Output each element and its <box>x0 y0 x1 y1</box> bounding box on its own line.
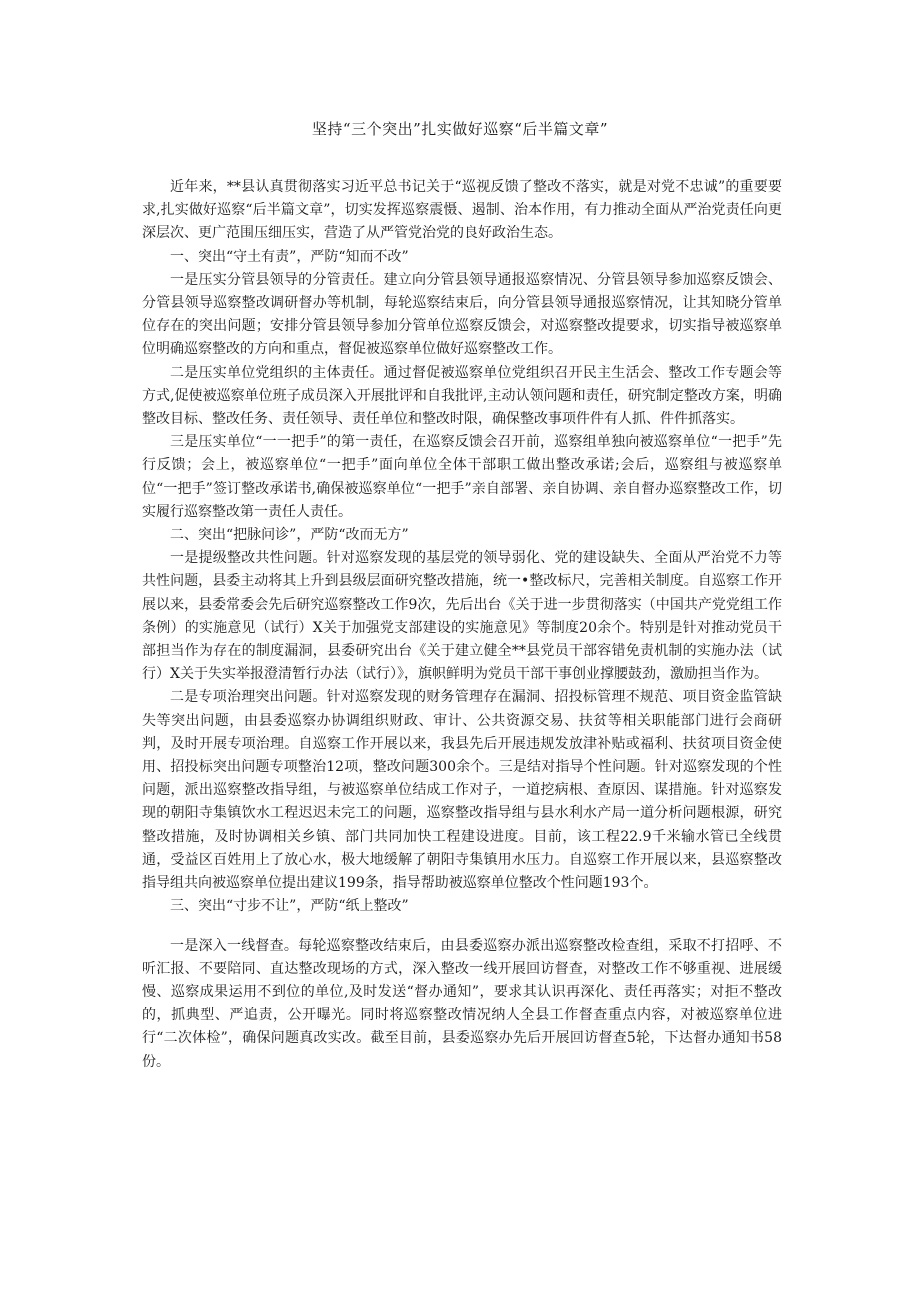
paragraph: 一是深入一线督查。每轮巡察整改结束后，由县委巡察办派出巡察整改检查组，采取不打招呼、不听汇报、不要陪同、直达整改现场的方式，深入整改一线开展回访督查，对整改工作不够重视、进展缓慢、巡察成果运用不到位的单位,及时发送“督办通知”，要求其认识再深化、责任再落实；对拒不整改的，抓典型、严追责，公开曝光。同时将巡察整改情况纳人全县工作督查重点内容，对被巡察单位进行“二次体检”，确保问题真改实改。截至目前，县委巡察办先后开展回访督查5轮，下达督办通知书58份。 <box>142 937 782 1070</box>
paragraph: 一是提级整改共性问题。针对巡察发现的基层党的领导弱化、党的建设缺失、全面从严治党不力等共性问题，县委主动将其上升到县级层面研究整改措施，统一•整改标尺，完善相关制度。自巡察工作开展以来，县委常委会先后研究巡察整改工作9次，先后出台《关于进一步贯彻落实（中国共产党党组工作条例）的实施意见（试行）X关于加强党支部建设的实施意见》等制度20余个。特别是针对推动党员干部担当作为存在的制度漏洞，县委研究出台《关于建立健全**县党员干部容错免责机制的实施办法（试行）X关于失实举报澄清暂行办法（试行）》，旗帜鲜明为党员干部干事创业撑腰鼓劲，激励担当作为。 <box>142 550 782 683</box>
section-heading-2: 二、突出“把脉问诊”，严防“改而无方” <box>170 527 409 544</box>
section-heading-3: 三、突出“寸步不让”，严防“纸上整改” <box>170 898 409 915</box>
paragraph: 三是压实单位“一一把手”的第一责任，在巡察反馈会召开前，巡察组单独向被巡察单位“一把手”先行反馈；会上，被巡察单位“一把手”面向单位全体干部职工做出整改承诺;会后，巡察组与被巡察单位“一把手”签订整改承诺书,确保被巡察单位“一把手”亲自部署、亲自协调、亲自督办巡察整改工作，切实履行巡察整改第一责任人责任。 <box>142 434 782 520</box>
document-body <box>142 176 782 1074</box>
document-title: 坚持“三个突出”扎实做好巡察“后半篇文章” <box>311 120 609 138</box>
intro-paragraph: 近年来，**县认真贯彻落实习近平总书记关于“巡视反馈了整改不落实，就是对党不忠诚”的重要要求,扎实做好巡察“后半篇文章”，切实发挥巡察震慑、遏制、治本作用，有力推动全面从严治党责任向更深层次、更广范围压细压实，营造了从严管党治党的良好政治生态。 <box>142 179 782 242</box>
section-heading-1: 一、突出“守土有责”，严防“知而不改” <box>170 248 409 265</box>
paragraph: 一是压实分管县领导的分管责任。建立向分管县领导通报巡察情况、分管县领导参加巡察反馈会、分管县领导巡察整改调研督办等机制，每轮巡察结束后，向分管县领导通报巡察情况，让其知晓分管单位存在的突出问题；安排分管县领导参加分管单位巡察反馈会，对巡察整改提要求，切实指导被巡察单位明确巡察整改的方向和重点，督促被巡察单位做好巡察整改工作。 <box>142 271 782 358</box>
paragraph: 二是压实单位党组织的主体责任。通过督促被巡察单位党组织召开民主生活会、整改工作专题会等方式,促使被巡察单位班子成员深入开展批评和自我批评,主动认领问题和责任，研究制定整改方案，明确整改目标、整改任务、责任领导、责任单位和整改时限，确保整改事项件件有人抓、件件抓落实。 <box>142 364 782 428</box>
paragraph: 二是专项治理突出问题。针对巡察发现的财务管理存在漏洞、招投标管理不规范、项目资金监管缺失等突出问题，由县委巡察办协调组织财政、审计、公共资源交易、扶贫等相关职能部门进行会商研判，及时开展专项治理。自巡察工作开展以来，我县先后开展违规发放津补贴或福利、扶贫项目资金使用、招投标突出问题专项整治12项，整改问题300余个。三是结对指导个性问题。针对巡察发现的个性问题，派出巡察整改指导组，与被巡察单位结成工作对子，一道挖病根、查原因、谋措施。针对巡察发现的朝阳寺集镇饮水工程迟迟未完工的问题，巡察整改指导组与县水利水产局一道分析问题根源，研究整改措施，及时协调相关乡镇、部门共同加快工程建设进度。目前，该工程22.9千米输水管已全线贯通，受益区百姓用上了放心水，极大地缓解了朝阳寺集镇用水压力。自巡察工作开展以来，县巡察整改指导组共向被巡察单位提出建议199条，指导帮助被巡察单位整改个性问题193个。 <box>142 689 782 892</box>
